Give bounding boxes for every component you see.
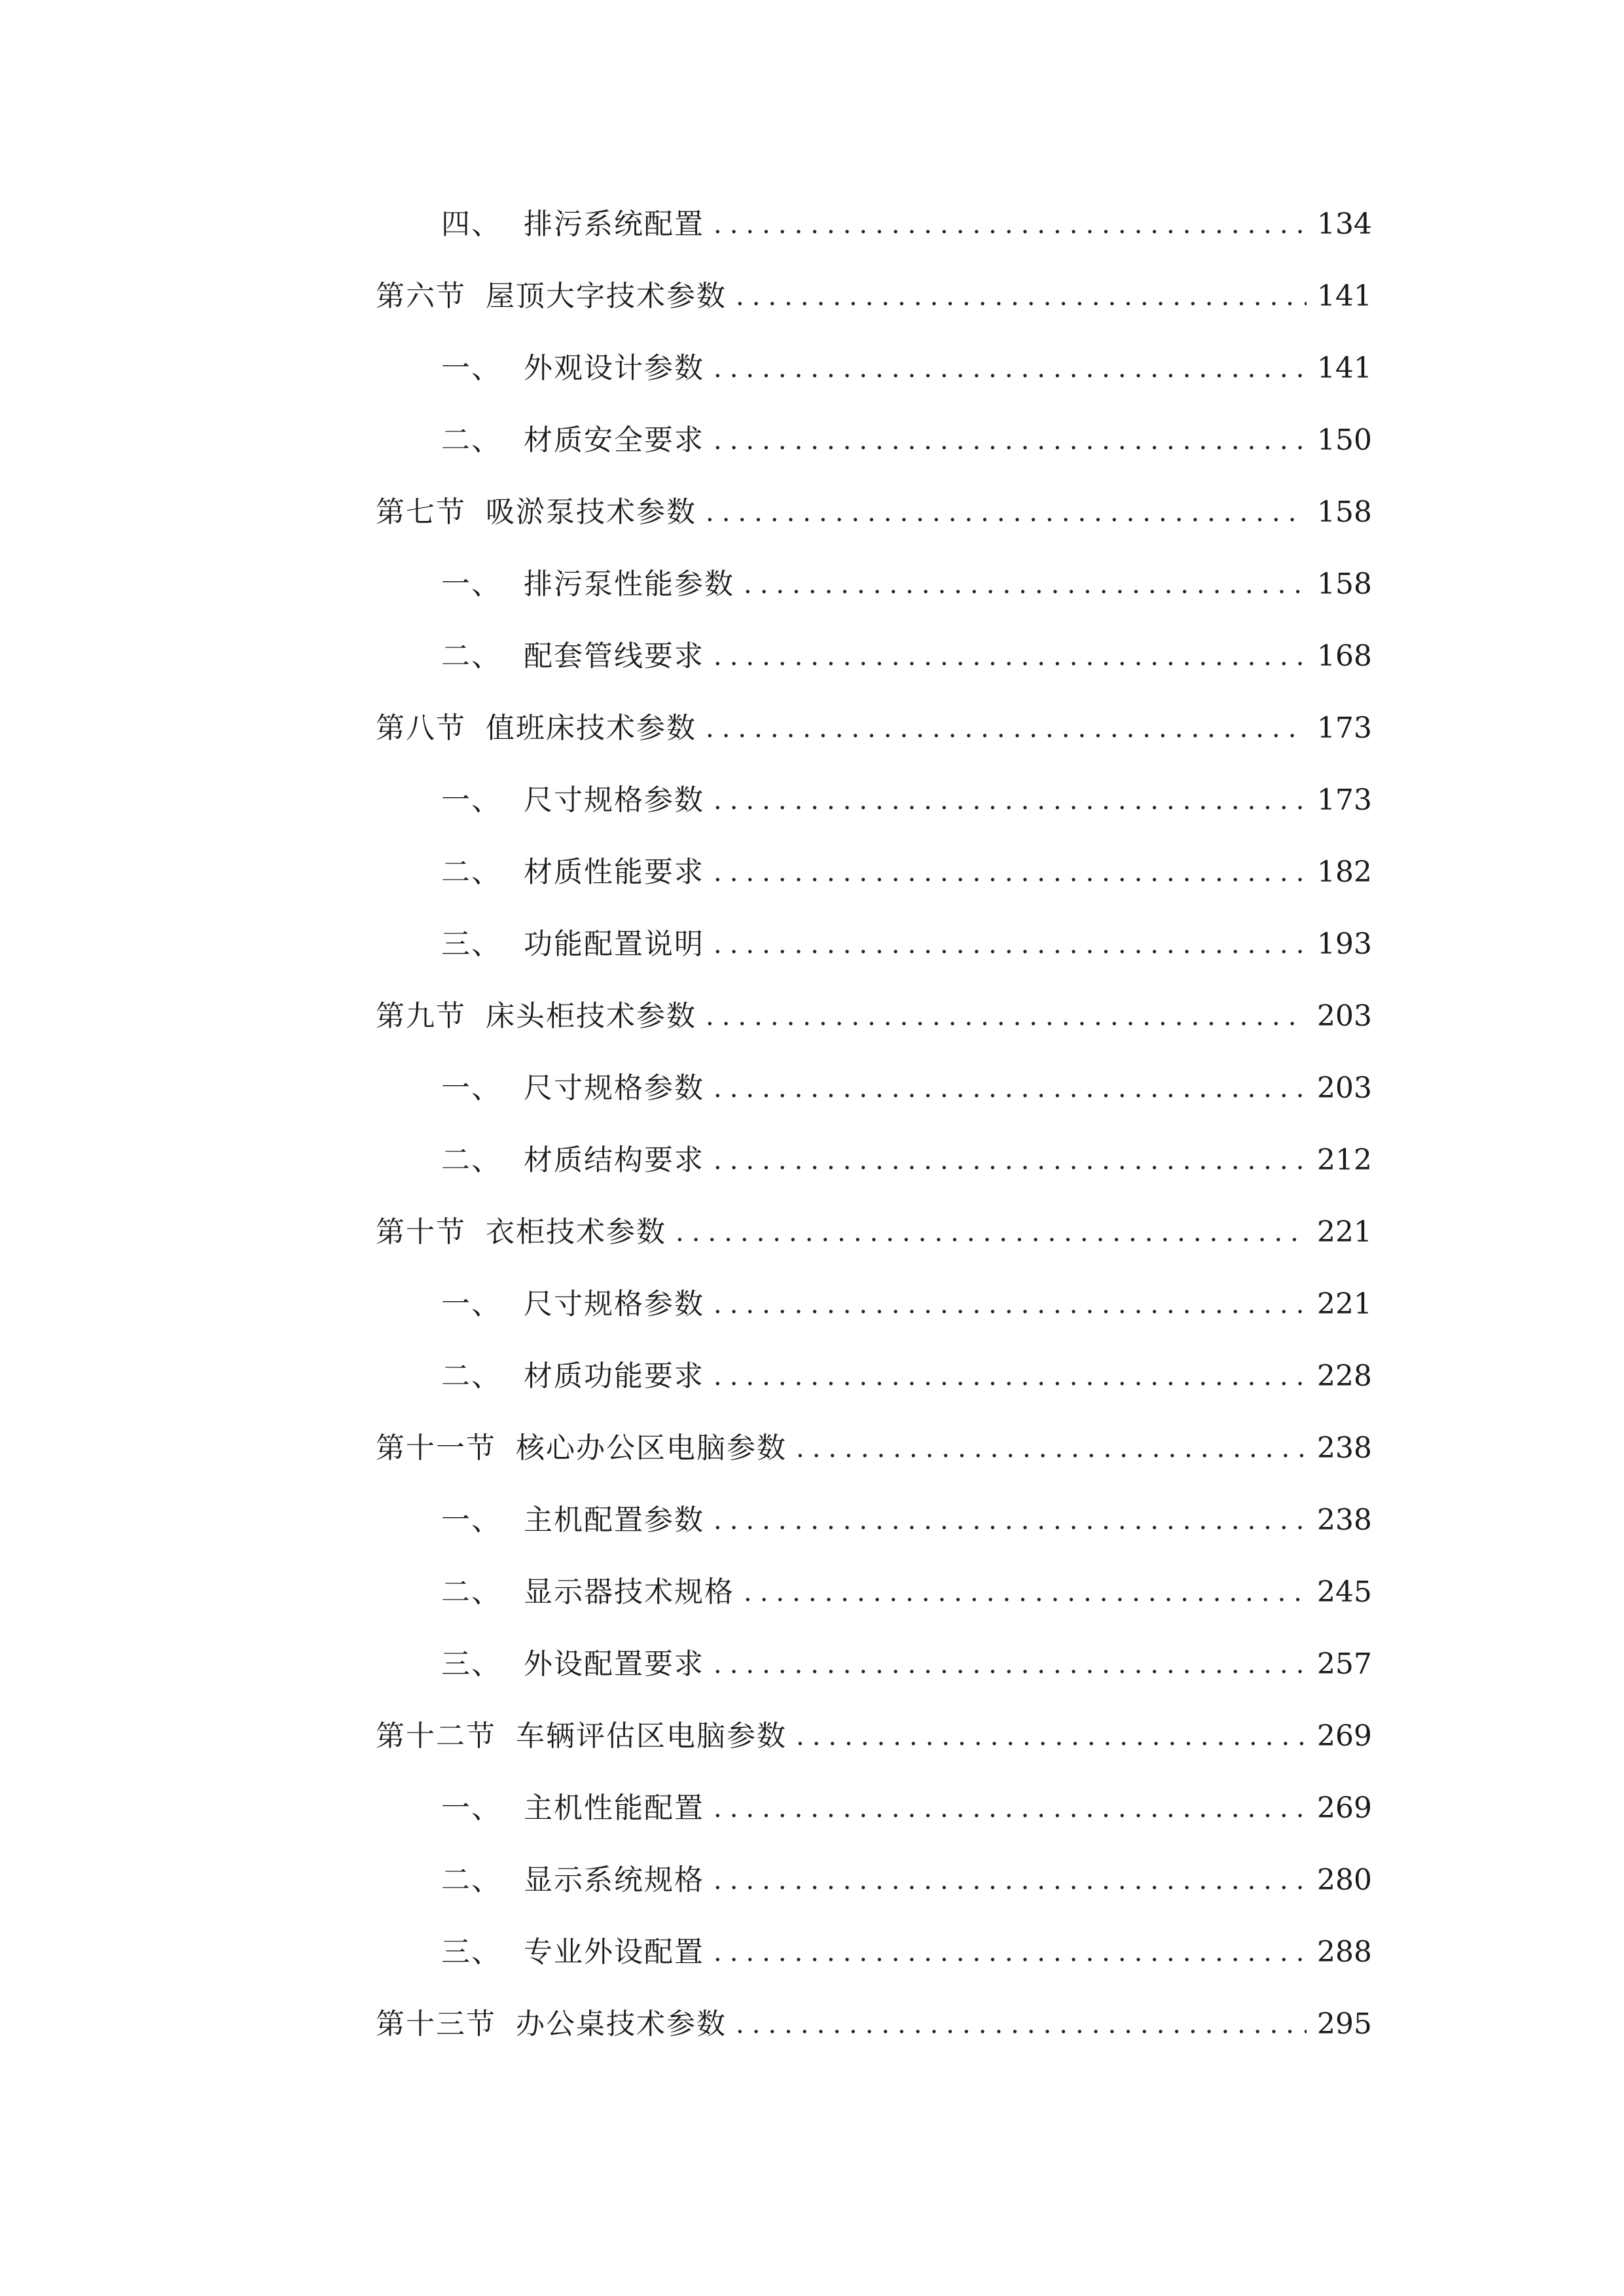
toc-entry[interactable] xyxy=(376,1124,1372,1196)
dot-leader xyxy=(796,1700,1307,1772)
toc-entry-number: 二、 xyxy=(441,1359,501,1393)
toc-entry-number: 一、 xyxy=(441,351,501,385)
dot-leader xyxy=(713,1124,1307,1196)
dot-leader xyxy=(713,1484,1307,1556)
toc-entry-title: 吸淤泵技术参数 xyxy=(486,495,696,529)
toc-entry-page: 173 xyxy=(1317,711,1372,745)
toc-entry-title: 尺寸规格参数 xyxy=(524,1287,704,1321)
dot-leader xyxy=(713,1772,1307,1844)
toc-entry[interactable] xyxy=(376,476,1372,548)
toc-entry-page: 134 xyxy=(1317,207,1372,241)
dot-leader xyxy=(713,620,1307,692)
toc-entry-title: 车辆评估区电脑参数 xyxy=(516,1719,787,1753)
toc-entry-title: 外设配置要求 xyxy=(524,1647,704,1681)
toc-entry-title: 材质功能要求 xyxy=(524,1359,704,1393)
toc-entry-number: 一、 xyxy=(441,1503,501,1537)
toc-entry-title: 尺寸规格参数 xyxy=(524,783,704,817)
toc-entry-page: 257 xyxy=(1317,1647,1372,1681)
toc-entry-page: 168 xyxy=(1317,639,1372,673)
toc-entry-number: 二、 xyxy=(441,639,501,673)
toc-entry-page: 288 xyxy=(1317,1935,1372,1969)
toc-entry-page: 238 xyxy=(1317,1431,1372,1465)
toc-entry-page: 280 xyxy=(1317,1863,1372,1897)
toc-entry[interactable] xyxy=(376,1340,1372,1412)
toc-entry[interactable] xyxy=(376,1196,1372,1268)
dot-leader xyxy=(713,1268,1307,1340)
toc-entry[interactable] xyxy=(376,908,1372,980)
dot-leader xyxy=(736,260,1307,332)
toc-entry-number: 第九节 xyxy=(376,999,466,1033)
toc-entry-number: 二、 xyxy=(441,1575,501,1609)
toc-entry-title: 材质安全要求 xyxy=(524,423,704,457)
toc-entry-title: 显示器技术规格 xyxy=(524,1575,734,1609)
toc-entry-title: 主机性能配置 xyxy=(524,1791,704,1825)
toc-entry-number: 二、 xyxy=(441,855,501,889)
toc-entry-page: 295 xyxy=(1317,2007,1372,2041)
toc-entry[interactable] xyxy=(376,1844,1372,1916)
toc-entry[interactable] xyxy=(376,260,1372,332)
toc-entry[interactable] xyxy=(376,404,1372,476)
dot-leader xyxy=(713,1628,1307,1700)
toc-entry-title: 排污泵性能参数 xyxy=(524,567,734,601)
toc-entry[interactable] xyxy=(376,332,1372,404)
dot-leader xyxy=(713,1340,1307,1412)
toc-entry-number: 第十一节 xyxy=(376,1431,496,1465)
toc-entry-page: 173 xyxy=(1317,783,1372,817)
toc-entry-title: 值班床技术参数 xyxy=(486,711,696,745)
toc-entry-title: 功能配置说明 xyxy=(524,927,704,961)
toc-entry-page: 245 xyxy=(1317,1575,1372,1609)
toc-entry[interactable] xyxy=(376,188,1372,260)
dot-leader xyxy=(713,764,1307,836)
toc-entry-page: 221 xyxy=(1317,1215,1372,1249)
dot-leader xyxy=(713,1844,1307,1916)
toc-entry-page: 150 xyxy=(1317,423,1372,457)
toc-entry-title: 主机配置参数 xyxy=(524,1503,704,1537)
toc-entry-page: 158 xyxy=(1317,567,1372,601)
toc-entry[interactable] xyxy=(376,1052,1372,1124)
toc-entry[interactable] xyxy=(376,548,1372,620)
toc-entry[interactable] xyxy=(376,1628,1372,1700)
toc-entry-number: 二、 xyxy=(441,1863,501,1897)
dot-leader xyxy=(713,332,1307,404)
toc-entry[interactable] xyxy=(376,1988,1372,2060)
dot-leader xyxy=(706,476,1307,548)
toc-entry-title: 床头柜技术参数 xyxy=(486,999,696,1033)
toc-entry-title: 专业外设配置 xyxy=(524,1935,704,1969)
toc-entry[interactable] xyxy=(376,1484,1372,1556)
toc-entry-number: 二、 xyxy=(441,423,501,457)
toc-entry-page: 238 xyxy=(1317,1503,1372,1537)
dot-leader xyxy=(676,1196,1307,1268)
toc-entry[interactable] xyxy=(376,1412,1372,1484)
toc-entry-number: 第十二节 xyxy=(376,1719,496,1753)
toc-entry[interactable] xyxy=(376,1556,1372,1628)
toc-entry[interactable] xyxy=(376,620,1372,692)
toc-entry-title: 排污系统配置 xyxy=(524,207,704,241)
toc-entry-page: 228 xyxy=(1317,1359,1372,1393)
toc-entry-number: 第十三节 xyxy=(376,2007,496,2041)
toc-entry[interactable] xyxy=(376,1916,1372,1988)
toc-entry-number: 第十节 xyxy=(376,1215,466,1249)
toc-entry[interactable] xyxy=(376,1700,1372,1772)
toc-entry-number: 一、 xyxy=(441,1071,501,1105)
toc-entry-title: 办公桌技术参数 xyxy=(516,2007,727,2041)
dot-leader xyxy=(796,1412,1307,1484)
toc-entry-page: 193 xyxy=(1317,927,1372,961)
toc-entry[interactable] xyxy=(376,980,1372,1052)
toc-entry-number: 三、 xyxy=(441,1647,501,1681)
toc-entry-page: 158 xyxy=(1317,495,1372,529)
dot-leader xyxy=(713,1052,1307,1124)
dot-leader xyxy=(706,692,1307,764)
toc-entry-page: 141 xyxy=(1317,279,1372,313)
toc-entry-title: 材质性能要求 xyxy=(524,855,704,889)
toc-entry[interactable] xyxy=(376,1772,1372,1844)
toc-entry-number: 第七节 xyxy=(376,495,466,529)
toc-entry-number: 三、 xyxy=(441,927,501,961)
dot-leader xyxy=(713,404,1307,476)
dot-leader xyxy=(713,836,1307,908)
dot-leader xyxy=(744,548,1307,620)
toc-entry-page: 221 xyxy=(1317,1287,1372,1321)
toc-entry-page: 269 xyxy=(1317,1719,1372,1753)
dot-leader xyxy=(713,1916,1307,1988)
toc-entry-number: 第六节 xyxy=(376,279,466,313)
toc-entry-number: 一、 xyxy=(441,1791,501,1825)
toc-entry-page: 141 xyxy=(1317,351,1372,385)
toc-entry-title: 外观设计参数 xyxy=(524,351,704,385)
dot-leader xyxy=(713,908,1307,980)
toc-entry[interactable] xyxy=(376,1268,1372,1340)
toc-entry[interactable] xyxy=(376,764,1372,836)
toc-entry-number: 四、 xyxy=(441,207,501,241)
toc-entry-page: 269 xyxy=(1317,1791,1372,1825)
toc-entry-title: 屋顶大字技术参数 xyxy=(486,279,727,313)
toc-entry-title: 尺寸规格参数 xyxy=(524,1071,704,1105)
toc-entry-page: 203 xyxy=(1317,1071,1372,1105)
toc-entry-page: 182 xyxy=(1317,855,1372,889)
table-of-contents xyxy=(376,188,1372,2060)
toc-entry[interactable] xyxy=(376,836,1372,908)
toc-entry-number: 一、 xyxy=(441,1287,501,1321)
toc-entry-number: 一、 xyxy=(441,567,501,601)
toc-entry-number: 三、 xyxy=(441,1935,501,1969)
dot-leader xyxy=(706,980,1307,1052)
toc-entry[interactable] xyxy=(376,692,1372,764)
toc-entry-number: 二、 xyxy=(441,1143,501,1177)
dot-leader xyxy=(713,188,1307,260)
toc-entry-number: 第八节 xyxy=(376,711,466,745)
dot-leader xyxy=(736,1988,1307,2060)
toc-entry-title: 衣柜技术参数 xyxy=(486,1215,666,1249)
toc-entry-number: 一、 xyxy=(441,783,501,817)
toc-entry-title: 配套管线要求 xyxy=(524,639,704,673)
toc-entry-title: 核心办公区电脑参数 xyxy=(516,1431,787,1465)
toc-entry-page: 203 xyxy=(1317,999,1372,1033)
dot-leader xyxy=(744,1556,1307,1628)
toc-entry-title: 材质结构要求 xyxy=(524,1143,704,1177)
toc-entry-page: 212 xyxy=(1317,1143,1372,1177)
toc-entry-title: 显示系统规格 xyxy=(524,1863,704,1897)
